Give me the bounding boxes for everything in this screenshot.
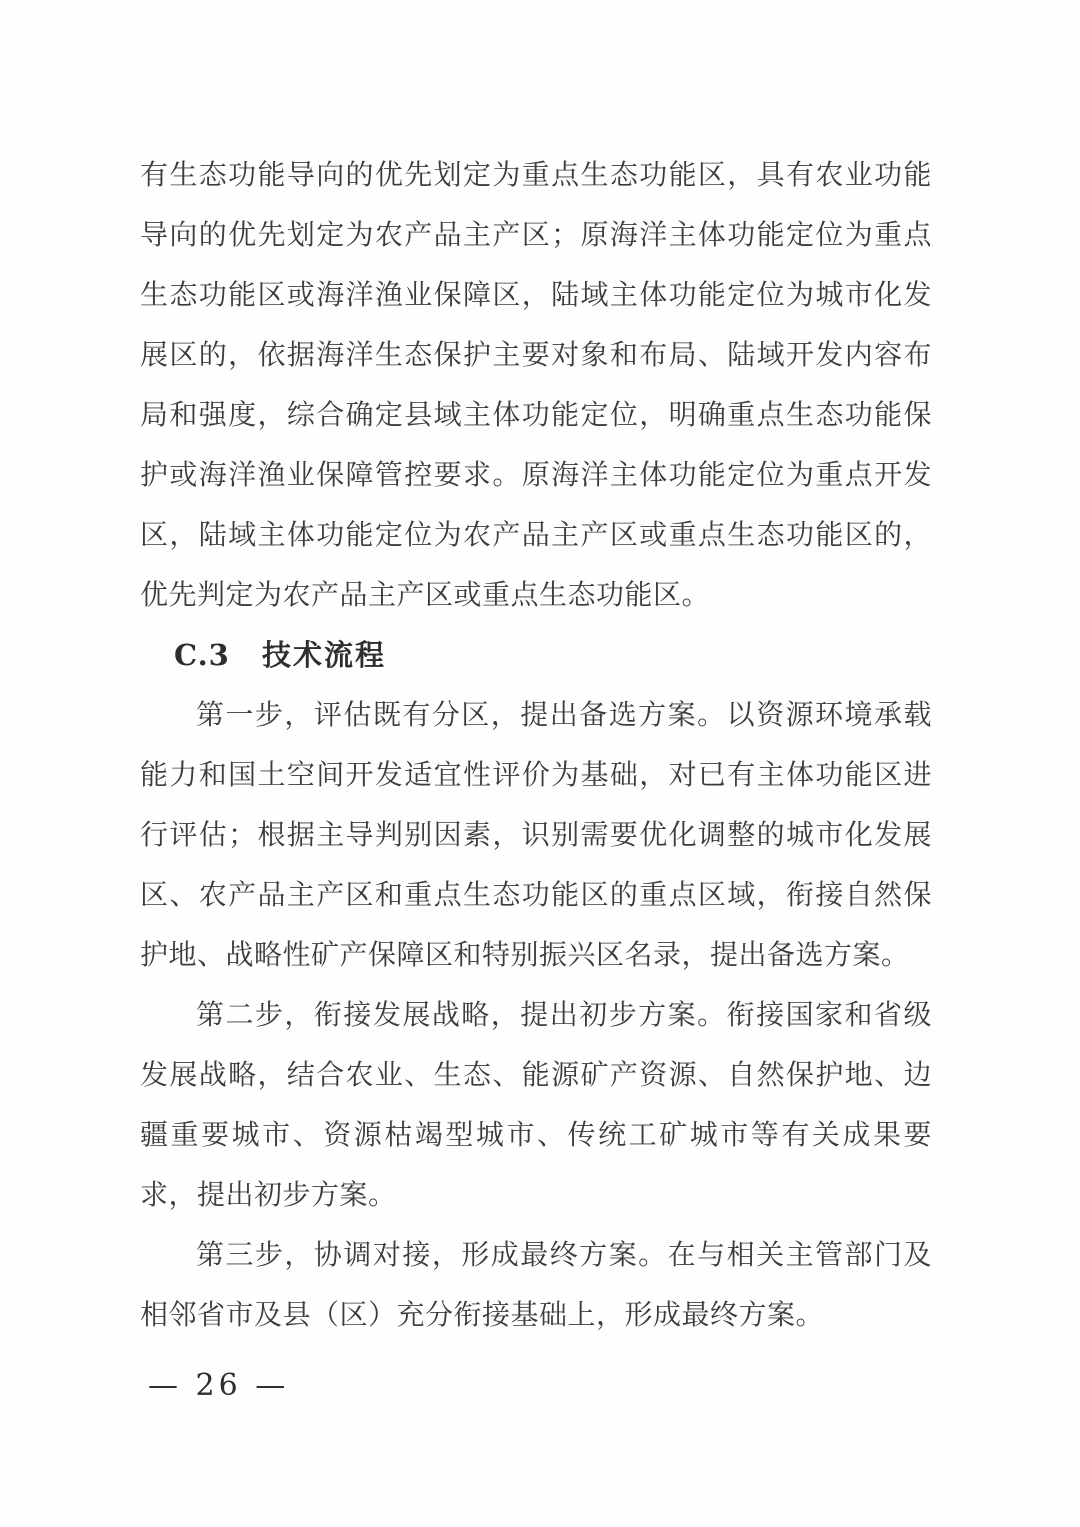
intro-paragraph: 有生态功能导向的优先划定为重点生态功能区，具有农业功能导向的优先划定为农产品主产区；原海洋主体功能定位为重点生态功能区或海洋渔业保障区，陆域主体功能定位为城市化发展区的，依据海洋生态保护主要对象和布局、陆域开发内容布局和强度，综合确定县域主体功能定位，明确重点生态功能保护或海洋渔业保障管控要求。原海洋主体功能定位为重点开发区，陆域主体功能定位为农产品主产区或重点生态功能区的，优先判定为农产品主产区或重点生态功能区。 (140, 158, 932, 611)
section-heading-number: C.3 (174, 638, 230, 672)
page-content (140, 145, 932, 1345)
step-paragraph-2: 第二步，衔接发展战略，提出初步方案。衔接国家和省级发展战略，结合农业、生态、能源矿产资源、自然保护地、边疆重要城市、资源枯竭型城市、传统工矿城市等有关成果要求，提出初步方案。 (140, 998, 932, 1211)
step-paragraph-1: 第一步，评估既有分区，提出备选方案。以资源环境承载能力和国土空间开发适宜性评价为基础，对已有主体功能区进行评估；根据主导判别因素，识别需要优化调整的城市化发展区、农产品主产区和重点生态功能区的重点区域，衔接自然保护地、战略性矿产保障区和特别振兴区名录，提出备选方案。 (140, 698, 932, 971)
step-paragraph-3: 第三步，协调对接，形成最终方案。在与相关主管部门及相邻省市及县（区）充分衔接基础上，形成最终方案。 (140, 1238, 932, 1331)
section-heading (140, 625, 932, 685)
page-number: — 26 — (148, 1368, 290, 1403)
section-heading-title: 技术流程 (261, 638, 386, 672)
